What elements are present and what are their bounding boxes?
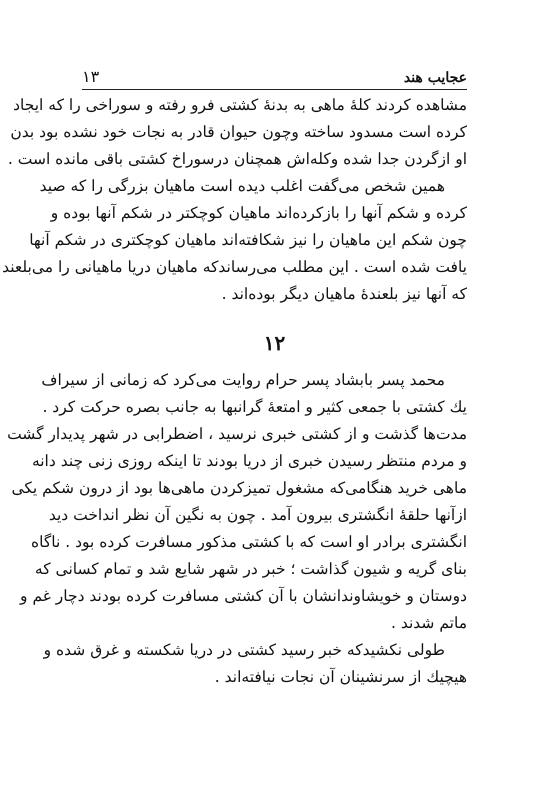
text-line: کرده و شکم آنها را بازکرده‌اند ماهیان کوچکتر در شکم آنها بوده و [50, 204, 467, 222]
text-line: انگشتری برادر او است که با کشتی مذکور مسافرت کرده بود . ناگاه [31, 533, 467, 551]
text-line: او ازگردن جدا شده وکله‌اش همچنان درسوراخ کشتی باقی مانده است . [7, 150, 467, 168]
page-body [2, 92, 467, 691]
text-line: که آنها نیز بلعندهٔ ماهیان دیگر بوده‌اند . [221, 285, 467, 303]
text-line: طولی نکشیدکه خبر رسید کشتی در دریا شکسته و غرق شده و [43, 641, 445, 659]
text-line: ماتم شدند . [390, 614, 467, 632]
section-number: ١٢ [263, 331, 286, 355]
running-title: عجایب هند [403, 70, 467, 86]
paragraph-continued [2, 92, 467, 308]
text-line: ماهی خرید هنگامی‌که مشغول تمیزکردن ماهی‌ها بود از درون شکم یکی [11, 479, 467, 497]
text-line: هیچیك از سرنشینان آن نجات نیافته‌اند . [214, 668, 467, 686]
page-number: ١٣ [82, 67, 100, 86]
text-line: بنای گریه و شیون گذاشت ؛ خبر در شهر شایع شد و تمام کسانی که [34, 560, 467, 578]
text-line: مشاهده کردند کلهٔ ماهی به بدنهٔ کشتی فرو رفته و سوراخی را که ایجاد [13, 96, 467, 114]
text-line: دوستان و خویشاوندانشان با آن کشتی مسافرت کرده بودند دچار غم و [20, 587, 467, 605]
text-line: چون شکم این ماهیان را نیز شکافته‌اند ماهیان کوچکتری در شکم آنها [29, 231, 467, 249]
text-line: یافت شده است . این مطلب می‌رساندکه ماهیان دریا ماهیانی را می‌بلعند [2, 258, 467, 276]
text-line: مدت‌ها گذشت و از کشتی خبری نرسید ، اضطرابی در شهر پدیدار گشت [7, 425, 467, 443]
text-line: و مردم منتظر رسیدن خبری از دریا بودند تا اینکه روزی زنی چند دانه [31, 452, 467, 470]
text-line: کرده است مسدود ساخته وچون حیوان قادر به نجات خود نشده بود بدن [10, 123, 467, 141]
text-line: همین شخص می‌گفت اغلب دیده است ماهیان بزرگی را که صید [39, 177, 445, 195]
text-line: یك کشتی با جمعی کثیر و امتعهٔ گرانبها به جانب بصره حرکت کرد . [42, 398, 467, 416]
text-line: ازآنها حلقهٔ انگشتری بیرون آمد . چون به نگین آن نظر انداخت دید [48, 506, 467, 524]
page-header [82, 60, 467, 90]
text-line: محمد پسر بابشاد پسر حرام روایت می‌کرد که زمانی از سیراف [41, 371, 445, 389]
paragraph-story [7, 367, 467, 637]
paragraph-ending [43, 637, 467, 691]
